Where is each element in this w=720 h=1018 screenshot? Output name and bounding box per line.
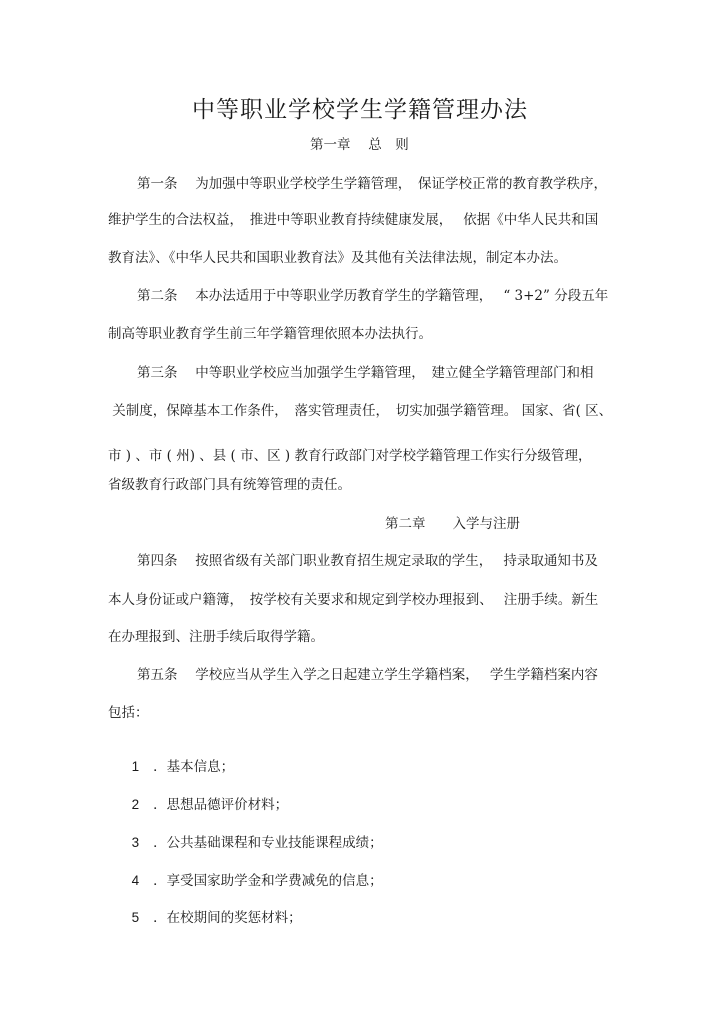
article-2-line-2: 制高等职业教育学生前三年学籍管理依照本办法执行。 [108,326,432,342]
article-5-line-2: 包括： [108,705,149,721]
list-item-text: ．在校期间的奖惩材料； [153,910,302,926]
list-item [123,743,234,775]
list-item [123,894,302,926]
list-item-text: ．公共基础课程和专业技能课程成绩； [153,835,383,851]
article-3-line-4: 省级教育行政部门具有统筹管理的责任。 [108,477,351,493]
article-4-line-2: 本人身份证或户籍簿， 按学校有关要求和规定到学校办理报到、 注册手续。新生 [108,592,599,608]
list-item-number: 5 [131,910,140,925]
list-item-number: 3 [131,835,140,850]
list-item-text: ．基本信息； [153,759,235,775]
list-item-number: 1 [131,759,140,774]
list-item [123,857,383,889]
list-item-text: ．思想品德评价材料； [153,797,289,813]
list-item [123,819,383,851]
article-4-line-1: 第四条 按照省级有关部门职业教育招生规定录取的学生， 持录取通知书及 [137,553,598,569]
list-item [123,781,288,813]
article-2-line-1: 第二条 本办法适用于中等职业学历教育学生的学籍管理， “ 3+2” 分段五年 [137,288,609,304]
chapter-2-heading: 第二章 入学与注册 [385,516,520,532]
article-3-line-3: 市 ) 、市 ( 州) 、县 ( 市、区 ) 教育行政部门对学校学籍管理工作实行分级管理， [108,448,592,464]
list-item-text: ．享受国家助学金和学费减免的信息； [153,873,383,889]
article-5-line-1: 第五条 学校应当从学生入学之日起建立学生学籍档案， 学生学籍档案内容 [137,667,598,683]
article-3-line-1: 第三条 中等职业学校应当加强学生学籍管理， 建立健全学籍管理部门和相 [137,365,594,381]
document-title: 中等职业学校学生学籍管理办法 [192,97,528,123]
article-1-line-3: 教育法》、《中华人民共和国职业教育法》及其他有关法律法规，制定本办法。 [108,250,567,266]
article-3-line-2: 关制度，保障基本工作条件， 落实管理责任， 切实加强学籍管理。 国家、省( 区、 [108,403,613,419]
article-1-line-1: 第一条 为加强中等职业学校学生学籍管理， 保证学校正常的教育教学秩序， [137,176,608,192]
list-item-number: 2 [131,797,140,812]
list-item-number: 4 [131,873,140,888]
article-1-line-2: 维护学生的合法权益， 推进中等职业教育持续健康发展， 依据《中华人民共和国 [108,212,599,228]
article-4-line-3: 在办理报到、注册手续后取得学籍。 [108,629,324,645]
chapter-1-heading: 第一章 总 则 [310,137,409,153]
